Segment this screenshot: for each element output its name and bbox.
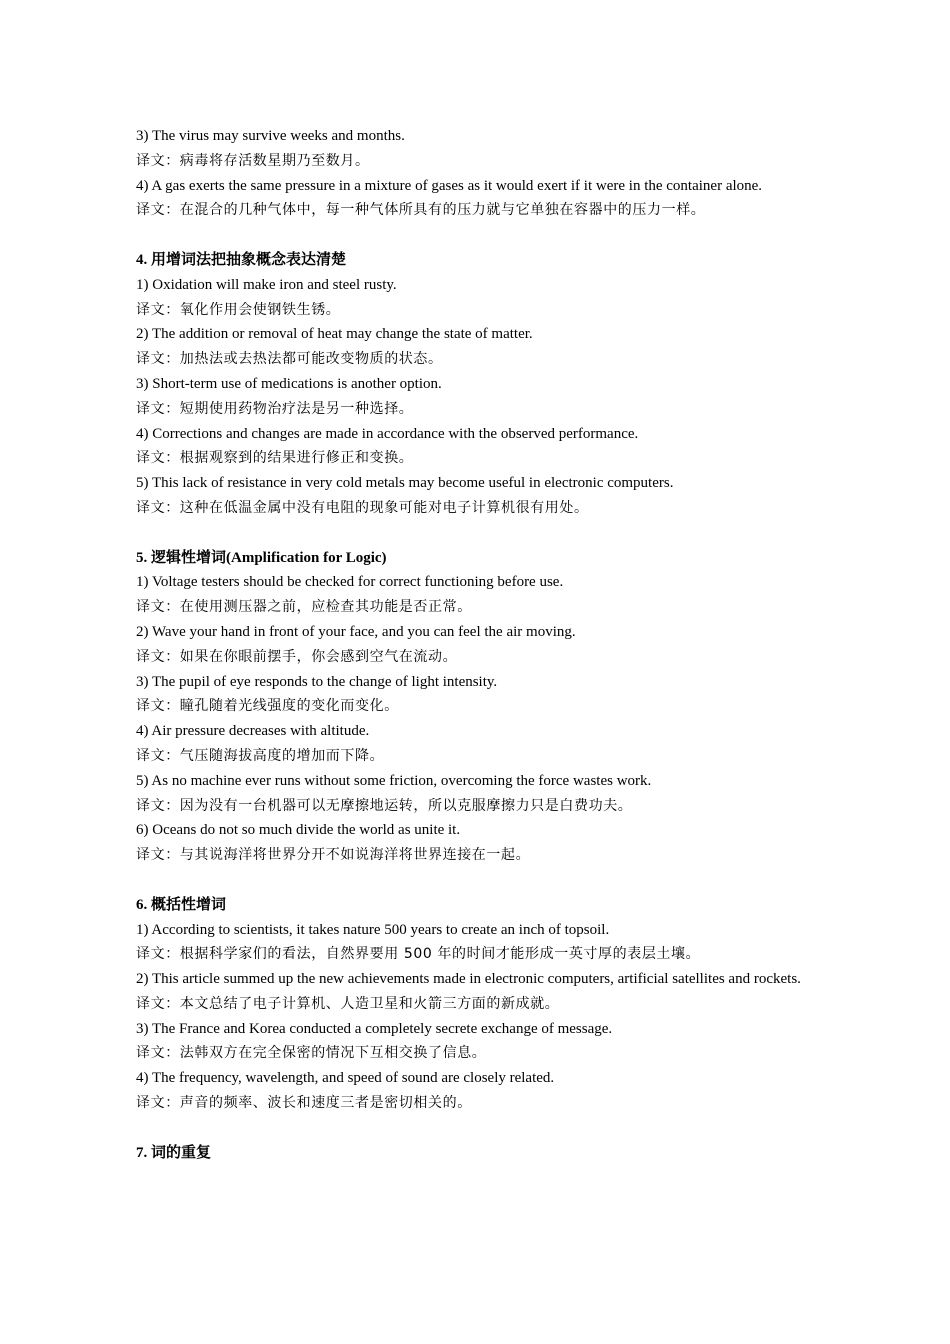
translation-line: 译文：瞳孔随着光线强度的变化而变化。 [136, 698, 399, 715]
example-sentence: 1) According to scientists, it takes nature 500 years to create an inch of topsoil. [136, 921, 610, 938]
example-sentence: 2) The addition or removal of heat may change the state of matter. [136, 326, 533, 343]
example-sentence: 3) The France and Korea conducted a completely secrete exchange of message. [136, 1020, 613, 1037]
translation-line: 译文：因为没有一台机器可以无摩擦地运转，所以克服摩擦力只是白费功夫。 [136, 797, 633, 814]
translation-line: 译文：加热法或去热法都可能改变物质的状态。 [136, 351, 443, 368]
example-sentence: 1) Voltage testers should be checked for correct functioning before use. [136, 574, 564, 591]
section-heading: 4. 用增词法把抽象概念表达清楚 [136, 251, 347, 268]
section-heading: 7. 词的重复 [136, 1144, 212, 1161]
translation-line: 译文：根据科学家们的看法，自然界要用 500 年的时间才能形成一英寸厚的表层土壤。 [136, 946, 701, 963]
section-heading: 5. 逻辑性增词(Amplification for Logic) [136, 549, 387, 566]
translation-line: 译文：氧化作用会使钢铁生锈。 [136, 301, 341, 318]
blank-line [136, 521, 813, 546]
translation-line: 译文：如果在你眼前摆手，你会感到空气在流动。 [136, 648, 458, 665]
example-sentence: 4) The frequency, wavelength, and speed of sound are closely related. [136, 1070, 555, 1087]
translation-line: 译文：与其说海洋将世界分开不如说海洋将世界连接在一起。 [136, 847, 531, 864]
example-sentence: 3) The pupil of eye responds to the change of light intensity. [136, 673, 498, 690]
translation-line: 译文：这种在低温金属中没有电阻的现象可能对电子计算机很有用处。 [136, 499, 589, 516]
translation-line: 译文：声音的频率、波长和速度三者是密切相关的。 [136, 1095, 472, 1112]
example-sentence: 4) Corrections and changes are made in accordance with the observed performance. [136, 425, 639, 442]
section-heading: 6. 概括性增词 [136, 896, 227, 913]
example-sentence: 4) Air pressure decreases with altitude. [136, 723, 370, 740]
example-sentence: 2) This article summed up the new achievements made in electronic computers, artificial satellites and rockets. [136, 971, 801, 988]
example-sentence: 2) Wave your hand in front of your face, and you can feel the air moving. [136, 623, 576, 640]
blank-line [136, 868, 813, 893]
example-sentence: 1) Oxidation will make iron and steel rusty. [136, 276, 397, 293]
example-sentence: 3) Short-term use of medications is another option. [136, 375, 442, 392]
translation-line: 译文：在混合的几种气体中，每一种气体所具有的压力就与它单独在容器中的压力一样。 [136, 202, 706, 219]
translation-line: 译文：根据观察到的结果进行修正和变换。 [136, 450, 414, 467]
translation-line: 译文：法韩双方在完全保密的情况下互相交换了信息。 [136, 1045, 487, 1062]
blank-line [136, 1116, 813, 1141]
translation-line: 译文：本文总结了电子计算机、人造卫星和火箭三方面的新成就。 [136, 995, 560, 1012]
example-sentence: 4) A gas exerts the same pressure in a mixture of gases as it would exert if it were in the container alone. [136, 177, 763, 194]
example-sentence: 6) Oceans do not so much divide the world as unite it. [136, 822, 461, 839]
example-sentence: 5) This lack of resistance in very cold metals may become useful in electronic computers. [136, 475, 674, 492]
example-sentence: 5) As no machine ever runs without some friction, overcoming the force wastes work. [136, 772, 652, 789]
document-page [136, 124, 813, 1165]
translation-line: 译文：病毒将存活数星期乃至数月。 [136, 152, 370, 169]
translation-line: 译文：气压随海拔高度的增加而下降。 [136, 747, 385, 764]
document-body [136, 124, 813, 1165]
translation-line: 译文：短期使用药物治疗法是另一种选择。 [136, 400, 414, 417]
blank-line [136, 223, 813, 248]
example-sentence: 3) The virus may survive weeks and months. [136, 128, 405, 144]
translation-line: 译文：在使用测压器之前，应检查其功能是否正常。 [136, 599, 472, 616]
